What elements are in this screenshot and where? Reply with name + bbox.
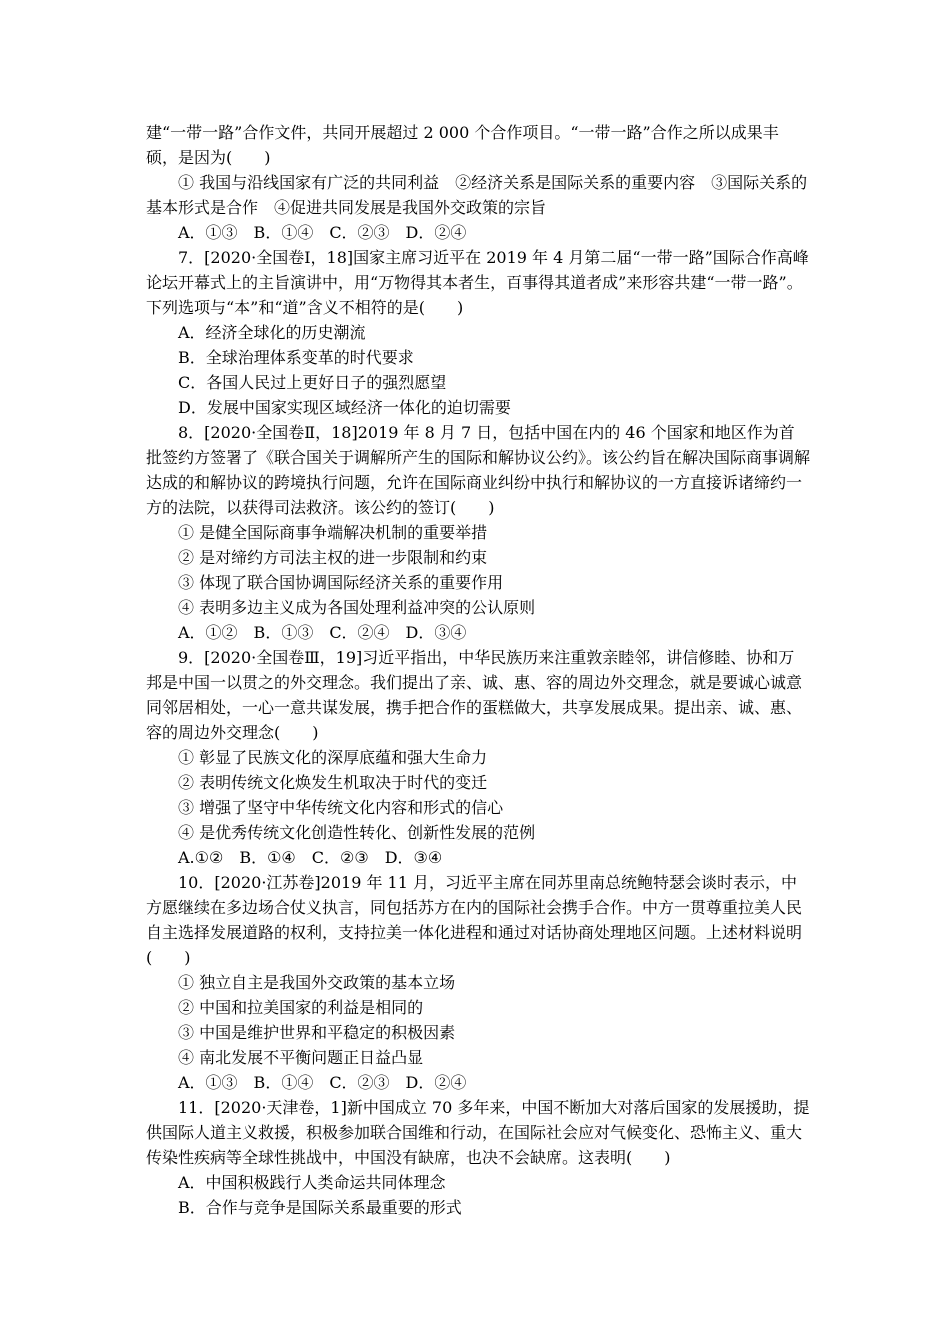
continued-statements: ① 我国与沿线国家有广泛的共同利益 ②经济关系是国际关系的重要内容 ③国际关系的基本形式是合作 ④促进共同发展是我国外交政策的宗旨 [146, 173, 808, 217]
question-10-statement-4: ④ 南北发展不平衡问题正日益凸显 [178, 1048, 424, 1067]
question-10-statement-3: ③ 中国是维护世界和平稳定的积极因素 [178, 1023, 456, 1042]
question-8-statement-4: ④ 表明多边主义成为各国处理利益冲突的公认原则 [178, 598, 536, 617]
question-10-answer-choices: A．①③ B．①④ C．②③ D．②④ [178, 1073, 467, 1092]
question-9-stem: 9．[2020·全国卷Ⅲ，19]习近平指出，中华民族历来注重敦亲睦邻，讲信修睦、协和万邦是中国一以贯之的外交理念。我们提出了亲、诚、惠、容的周边外交理念，就是要诚心诚意同邻居相处，一心一意共谋发展，携手把合作的蛋糕做大，共享发展成果。提出亲、诚、惠、容的周边外交理念( ) [146, 648, 803, 742]
question-9-statement-3: ③ 增强了坚守中华传统文化内容和形式的信心 [178, 798, 504, 817]
question-10-stem: 10．[2020·江苏卷]2019 年 11 月，习近平主席在同苏里南总统鲍特瑟会谈时表示，中方愿继续在多边场合仗义执言，同包括苏方在内的国际社会携手合作。中方一贯尊重拉美人民自主选择发展道路的权利，支持拉美一体化进程和通过对话协商处理地区问题。上述材料说明( ) [146, 873, 803, 967]
question-9-statement-2: ② 表明传统文化焕发生机取决于时代的变迁 [178, 773, 488, 792]
question-11-stem: 11．[2020·天津卷，1]新中国成立 70 多年来，中国不断加大对落后国家的发展援助，提供国际人道主义救援，积极参加联合国维和行动，在国际社会应对气候变化、恐怖主义、重大传染性疾病等全球性挑战中，中国没有缺席，也决不会缺席。这表明( ) [146, 1098, 810, 1167]
continued-answer-choices: A．①③ B．①④ C．②③ D．②④ [178, 223, 467, 242]
page-content [146, 120, 810, 1220]
question-11-option-b: B．合作与竞争是国际关系最重要的形式 [178, 1198, 462, 1217]
question-8-stem: 8．[2020·全国卷Ⅱ，18]2019 年 8 月 7 日，包括中国在内的 46 个国家和地区作为首批签约方签署了《联合国关于调解所产生的国际和解协议公约》。该公约旨在解决国际商事调解达成的和解协议的跨境执行问题，允许在国际商业纠纷中执行和解协议的一方直接诉诸缔约一方的法院，以获得司法救济。该公约的签订( ) [146, 423, 811, 517]
question-9-statement-4: ④ 是优秀传统文化创造性转化、创新性发展的范例 [178, 823, 536, 842]
question-8-statement-2: ② 是对缔约方司法主权的进一步限制和约束 [178, 548, 488, 567]
question-7-option-d: D．发展中国家实现区域经济一体化的迫切需要 [178, 398, 511, 417]
question-7-stem: 7．[2020·全国卷Ⅰ，18]国家主席习近平在 2019 年 4 月第二届“一带一路”国际合作高峰论坛开幕式上的主旨演讲中，用“万物得其本者生，百事得其道者成”来形容共建“一带一路”。下列选项与“本”和“道”含义不相符的是( ) [146, 248, 809, 317]
question-11-option-a: A．中国积极践行人类命运共同体理念 [178, 1173, 446, 1192]
question-10-statement-1: ① 独立自主是我国外交政策的基本立场 [178, 973, 456, 992]
question-8-statement-1: ① 是健全国际商事争端解决机制的重要举措 [178, 523, 488, 542]
continued-question-stem: 建“一带一路”合作文件，共同开展超过 2 000 个合作项目。“一带一路”合作之所以成果丰硕，是因为( ) [146, 123, 779, 167]
question-7-option-b: B．全球治理体系变革的时代要求 [178, 348, 414, 367]
question-9-answer-choices: A.①② B．①④ C．②③ D．③④ [178, 848, 443, 867]
question-7-option-c: C．各国人民过上更好日子的强烈愿望 [178, 373, 447, 392]
question-7-option-a: A．经济全球化的历史潮流 [178, 323, 366, 342]
question-9-statement-1: ① 彰显了民族文化的深厚底蕴和强大生命力 [178, 748, 488, 767]
question-8-answer-choices: A．①② B．①③ C．②④ D．③④ [178, 623, 467, 642]
question-10-statement-2: ② 中国和拉美国家的利益是相同的 [178, 998, 424, 1017]
question-8-statement-3: ③ 体现了联合国协调国际经济关系的重要作用 [178, 573, 504, 592]
